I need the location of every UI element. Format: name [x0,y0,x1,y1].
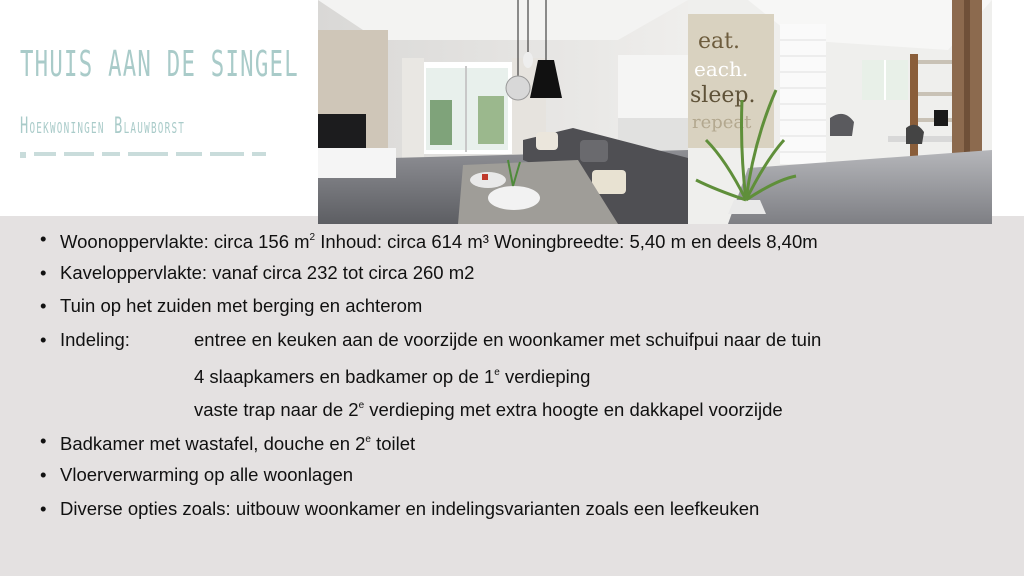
feature-options: Diverse opties zoals: uitbouw woonkamer en indelingsvarianten zoals een leefkeuken [60,497,760,519]
feature-heating: Vloerverwarming op alle woonlagen [60,463,354,485]
bullet-icon [40,293,54,319]
bullet-icon [40,260,54,286]
svg-text:repeat: repeat [692,112,752,133]
list-item-continued [40,394,1010,428]
logo-subtitle: Hoekwoningen Blauwborst [20,114,186,139]
logo-tagline [20,150,270,158]
bullet-icon [40,462,54,488]
list-item [40,428,1010,462]
list-item [40,226,1010,260]
list-item [40,260,1010,294]
list-item [40,327,1010,361]
svg-text:eat.: eat. [698,29,740,54]
feature-plot: Kaveloppervlakte: vanaf circa 232 tot circa 260 m2 [60,261,475,283]
photo-strip-edge [992,0,1024,216]
feature-list [40,226,1010,529]
feature-surface: Woonoppervlakte: circa 156 $m^2$ Inhoud: circa 614 m³ Woningbreedte: 5,40 m en deels 8,40m [60,231,818,253]
list-item [40,496,1010,530]
bullet-icon [40,428,54,454]
feature-layout-label: Indeling: [60,329,130,351]
feature-layout-second-floor: vaste trap naar de 2e verdieping met extra hoogte en dakkapel voorzijde [194,399,783,421]
bullet-icon [40,226,54,252]
living-room-photo [318,0,688,224]
feature-layout-ground: entree en keuken aan de voorzijde en woonkamer met schuifpui naar de tuin [194,329,822,351]
feature-bathroom: Badkamer met wastafel, douche en 2e toilet [60,433,416,455]
feature-layout-first-floor: 4 slaapkamers en badkamer op de 1e verdieping [194,365,591,387]
bullet-icon [40,496,54,522]
feature-garden: Tuin op het zuiden met berging en achterom [60,295,423,317]
logo-block [0,0,318,216]
bullet-icon [40,327,54,353]
logo-title: THUIS AAN DE SINGEL [20,44,299,85]
study-room-photo [688,0,992,224]
svg-text:each.: each. [694,57,749,81]
list-item-continued [40,361,1010,395]
list-item [40,293,1010,327]
svg-text:sleep.: sleep. [690,83,756,108]
list-item [40,462,1010,496]
